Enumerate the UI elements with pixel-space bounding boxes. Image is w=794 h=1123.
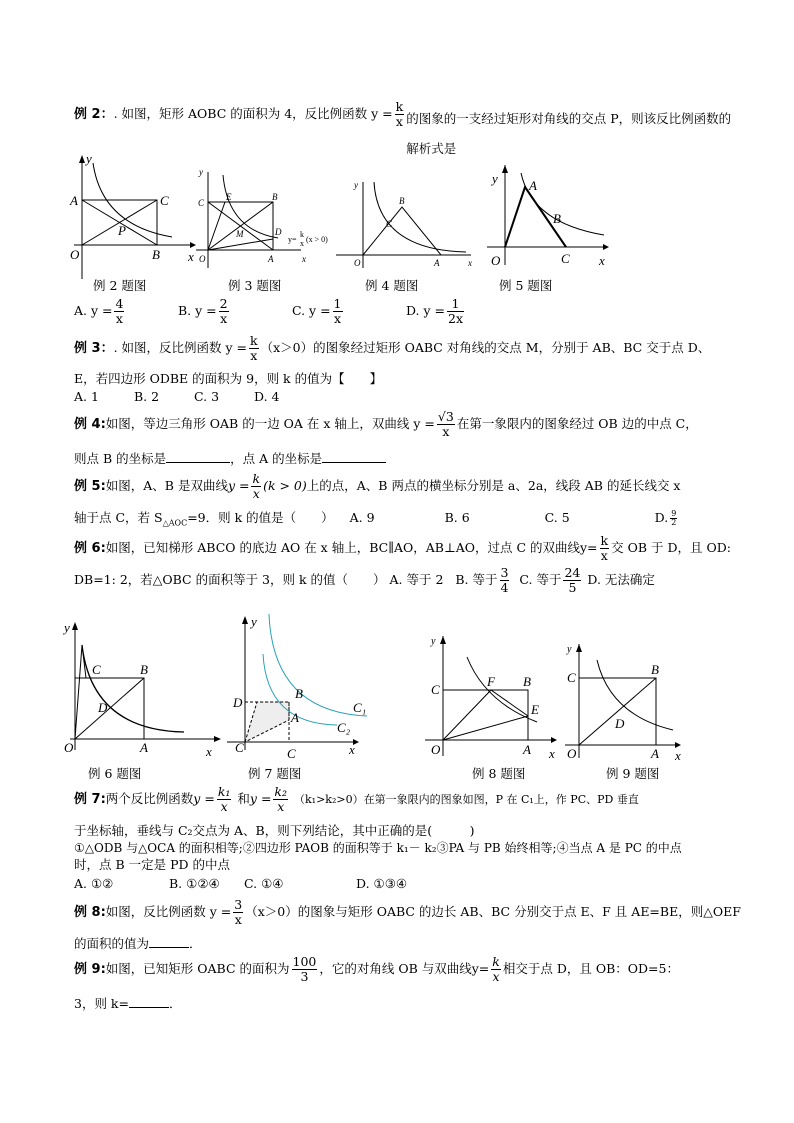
ex7-line2: 于坐标轴，垂线与 C₂交点为 A、B，则下列结论，其中正确的是( )	[74, 823, 475, 838]
point-label: x	[549, 746, 555, 761]
figure-caption: 例 2 题图	[93, 278, 147, 293]
point-label: C	[561, 251, 570, 266]
point-label: B	[272, 192, 278, 202]
point-label: x	[468, 258, 472, 268]
point-label: x	[300, 239, 304, 248]
ex5-line1: 例 5:如图，A、B 是双曲线y = $\frac{k}{x}$ (k > 0)上的点，A、B 两点的横坐标分别是 a、2a，线段 AB 的延长线交 x	[74, 471, 681, 501]
point-label: O	[64, 740, 74, 755]
point-label: B	[399, 196, 405, 206]
option-c[interactable]: C. 5	[544, 510, 570, 525]
point-label: x	[675, 748, 681, 763]
point-label: x	[349, 742, 355, 757]
figure-ex2	[70, 151, 194, 280]
point-label: D	[233, 695, 243, 710]
option-a[interactable]: A. ①②	[74, 876, 114, 891]
point-label: C₁	[353, 700, 367, 715]
ex3-line2: E，若四边形 ODBE 的面积为 9，则 k 的值为【 】	[74, 371, 383, 386]
point-label: D	[275, 227, 282, 237]
point-label: B	[140, 662, 148, 677]
figure-caption: 例 4 题图	[365, 278, 419, 293]
point-label: C₂	[337, 720, 351, 735]
point-label: x	[206, 744, 212, 759]
point-label: A	[70, 193, 78, 208]
point-label: x	[188, 249, 194, 264]
option-b[interactable]: B. 6	[444, 510, 470, 525]
point-label: F	[487, 674, 495, 689]
ex2-options	[74, 297, 466, 326]
ex5-line2: 轴于点 C，若 $S_{\triangle AOC}=9$．则 k 的值是（ ） A. 9 B. 6 C. 5 D. $\frac{9}{2}$	[74, 510, 679, 532]
ex7-options	[74, 876, 407, 892]
option-d[interactable]: D. ①③④	[356, 876, 408, 891]
point-label: O	[431, 742, 441, 757]
figure-caption: 例 5 题图	[499, 278, 553, 293]
point-label: C	[92, 662, 101, 677]
point-label: y=	[288, 235, 297, 244]
point-label: C	[567, 670, 576, 685]
point-label: O	[199, 254, 206, 264]
figure-caption: 例 8 题图	[472, 766, 526, 781]
option-c[interactable]: C. 等于 $\frac{24}{5}$	[519, 565, 581, 595]
point-label: x	[302, 254, 306, 264]
point-label: A	[651, 746, 659, 761]
point-label: y	[199, 167, 203, 177]
point-label: B	[651, 662, 659, 677]
point-label: P	[118, 223, 126, 238]
point-label: C	[198, 198, 205, 208]
option-a[interactable]: A. 1	[74, 389, 99, 404]
option-c[interactable]: C. ①④	[244, 876, 284, 891]
point-label: A	[140, 740, 148, 755]
point-label: y	[431, 636, 436, 647]
point-label: E	[226, 192, 232, 202]
point-label: D	[98, 700, 108, 715]
point-label: A	[434, 258, 440, 268]
option-a[interactable]: A. y = $\frac{4}{x}$	[74, 296, 124, 326]
ex2-label: 例 2：	[74, 107, 114, 122]
ex8-line2: 的面积的值为 ．	[74, 936, 202, 951]
ex3-line1: 例 3：. 如图，反比例函数 y = $\frac{k}{x}$ （x＞0）的图象经过矩形 OABC 对角线的交点 M，分别于 AB、BC 交于点 D、	[74, 333, 711, 363]
point-label: M	[236, 229, 244, 239]
point-label: B	[523, 674, 531, 689]
ex4-line1: 例 4:如图，等边三角形 OAB 的一边 OA 在 x 轴上，双曲线 y = $\frac{√3}{x}$ 在第一象限内的图象经过 OB 边的中点 C，	[74, 409, 698, 439]
figure-ex9	[565, 640, 695, 763]
figure-ex5	[487, 165, 612, 270]
point-label: C	[431, 682, 440, 697]
point-label: C	[287, 746, 296, 761]
answer-blank[interactable]	[149, 936, 189, 948]
point-label: O	[354, 258, 361, 268]
point-label: y	[354, 180, 358, 190]
point-label: O	[491, 253, 501, 268]
answer-blank[interactable]	[129, 996, 169, 1008]
ex6-line1: 例 6:如图，已知梯形 ABCO 的底边 AO 在 x 轴上，BC∥AO，AB⊥AO，过点 C 的双曲线y= $\frac{k}{x}$ 交 OB 于 D，且 OD:	[74, 533, 731, 563]
figure-caption: 例 3 题图	[228, 278, 282, 293]
ex4-line2: 则点 B 的坐标是 ，点 A 的坐标是	[74, 451, 386, 467]
ex2-text: . 如图，矩形 AOBC 的面积为 4，反比例函数 y =	[113, 106, 393, 121]
option-c[interactable]: C. 3	[194, 389, 220, 404]
option-b[interactable]: B. 2	[134, 389, 160, 404]
option-b[interactable]: B. ①②④	[169, 876, 220, 891]
option-d[interactable]: D. y = $\frac{1}{2x}$	[405, 296, 464, 326]
point-label: (x > 0)	[306, 235, 328, 244]
option-b[interactable]: B. y = $\frac{2}{x}$	[177, 296, 228, 326]
option-c[interactable]: C. y = $\frac{1}{x}$	[291, 296, 342, 326]
point-label: C	[160, 193, 169, 208]
point-label: C	[235, 740, 244, 755]
ex7-line4: 时，点 B 一定是 PD 的中点	[74, 857, 231, 872]
option-d[interactable]: D. $\frac{9}{2}$	[654, 509, 677, 527]
figure-ex8	[425, 632, 565, 761]
figure-caption: 例 9 题图	[606, 766, 660, 781]
point-label: y	[86, 151, 92, 166]
answer-blank[interactable]	[166, 451, 230, 463]
ex6-line2: DB=1: 2，若△OBC 的面积等于 3，则 k 的值（ ） A. 等于 2 B. 等于 $\frac{3}{4}$ C. 等于 $\frac{24}{5}$ D. 无法确定	[74, 565, 655, 595]
option-b[interactable]: B. 等于 $\frac{3}{4}$	[455, 565, 509, 595]
point-label: x	[599, 253, 605, 268]
figure-ex3	[196, 167, 336, 270]
point-label: y	[492, 171, 498, 186]
figure-caption: 例 7 题图	[248, 766, 302, 781]
ex2-text2: 的图象的一支经过矩形对角线的交点 P，则该反比例函数的解析式是	[406, 111, 732, 156]
point-label: C	[386, 219, 393, 229]
point-label: D	[615, 716, 625, 731]
figure-ex4	[336, 180, 476, 270]
figure-ex6	[62, 620, 222, 759]
point-label: y	[64, 620, 70, 635]
option-a[interactable]: A. 等于 2	[389, 572, 444, 587]
option-d[interactable]: D. 4	[254, 389, 280, 404]
point-label: y	[251, 614, 257, 629]
option-d[interactable]: D. 无法确定	[587, 572, 655, 587]
point-label: B	[295, 686, 303, 701]
point-label: k	[300, 230, 304, 239]
answer-blank[interactable]	[322, 451, 386, 463]
point-label: A	[529, 178, 537, 193]
ex3-options	[74, 389, 279, 405]
point-label: O	[567, 746, 577, 761]
ex9-line1: 例 9:如图，已知矩形 OABC 的面积为 $\frac{100}{3}$ ，它的对角线 OB 与双曲线y= $\frac{k}{x}$ 相交于点 D，且 OB：OD=5：	[74, 954, 679, 984]
ex7-line1: 例 7:两个反比例函数y = $\frac{\text{k₁}}{x}$ 和y = $\frac{\text{k₂}}{x}$ （k₁>k₂>0）在第一象限内的图象如图，P 在 C₁上，作 PC、PD 垂直	[74, 784, 639, 814]
ex8-line1: 例 8:如图，反比例函数 y = $\frac{3}{x}$ （x＞0）的图象与矩形 OABC 的边长 AB、BC 分别交于点 E、F 且 AE=BE，则△OEF	[74, 897, 741, 927]
point-label: E	[531, 702, 539, 717]
point-label: A	[268, 254, 274, 264]
figure-caption: 例 6 题图	[88, 766, 142, 781]
point-label: B	[152, 247, 160, 262]
option-a[interactable]: A. 9	[349, 510, 375, 525]
point-label: y	[567, 644, 572, 655]
ex7-line3: ①△ODB 与△OCA 的面积相等;②四边形 PAOB 的面积等于 k₁－ k₂③PA 与 PB 始终相等;④当点 A 是 PC 的中点	[74, 841, 682, 855]
point-label: O	[70, 247, 80, 262]
ex3-label: 例 3：	[74, 341, 114, 356]
point-label: A	[291, 710, 299, 725]
point-label: B	[553, 211, 561, 226]
ex9-line2: 3，则 k= ．	[74, 996, 182, 1011]
fraction: $\frac{k}{x}$	[395, 99, 404, 129]
figure-ex7	[225, 612, 375, 761]
point-label: A	[523, 742, 531, 757]
